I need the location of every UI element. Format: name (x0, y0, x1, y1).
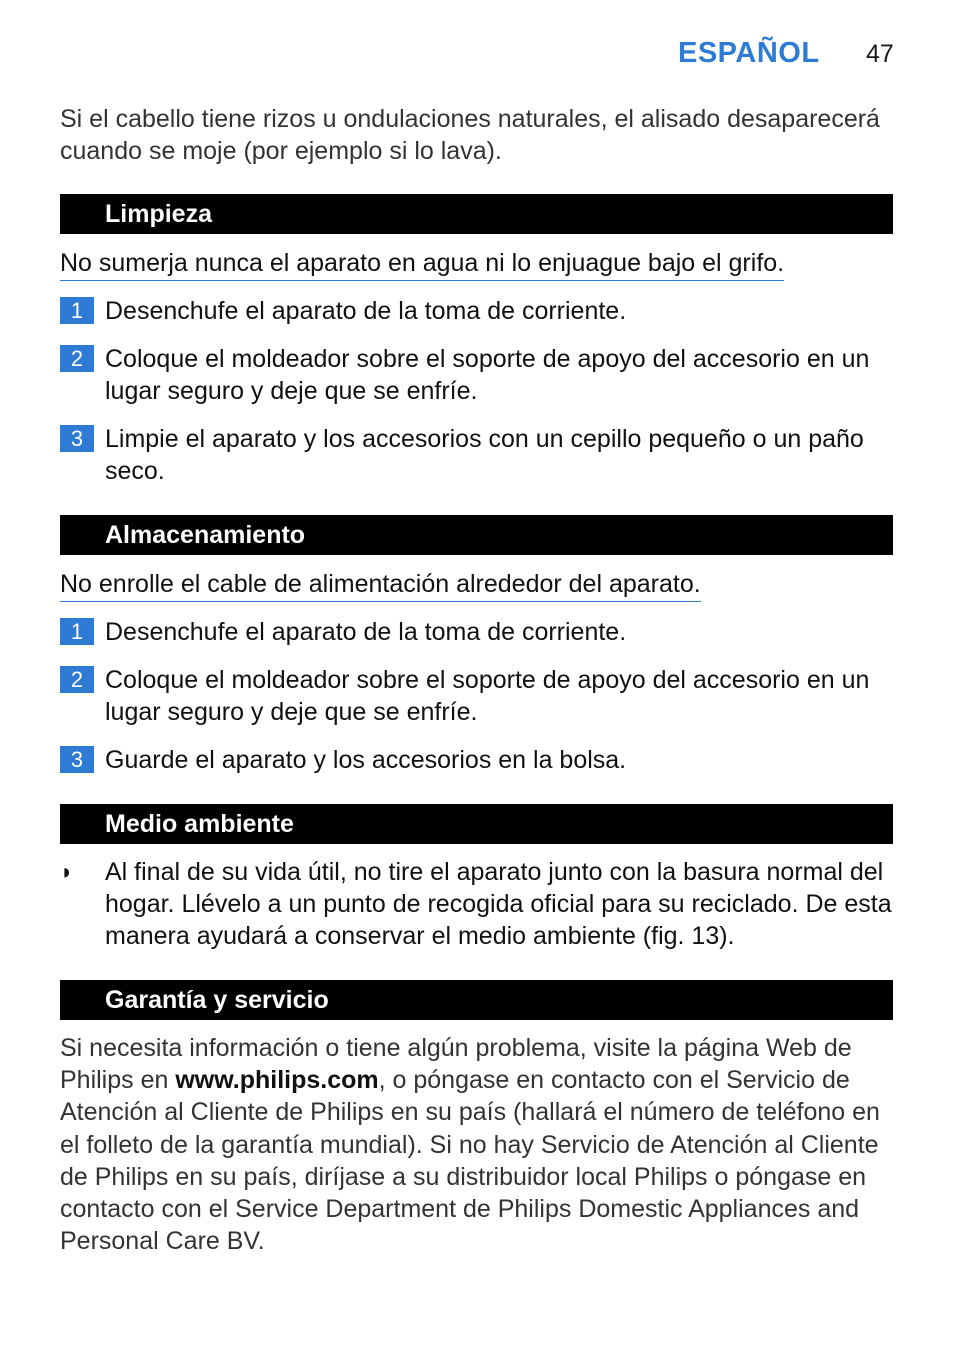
step-text: Desenchufe el aparato de la toma de corriente. (105, 297, 627, 325)
section-bar-environment (60, 804, 893, 844)
section-title-storage: Almacenamiento (105, 521, 306, 549)
bullet-icon: ◗ (60, 859, 74, 884)
step-number: 1 (60, 297, 94, 324)
step-number: 2 (60, 345, 94, 372)
warranty-paragraph (60, 1032, 880, 1257)
step-text: Desenchufe el aparato de la toma de corriente. (105, 618, 627, 646)
step-number: 1 (60, 618, 94, 645)
step-text: Limpie el aparato y los accesorios con un cepillo pequeño o un paño seco. (105, 425, 864, 485)
step-text: Guarde el aparato y los accesorios en la bolsa. (105, 746, 627, 774)
step-number: 2 (60, 666, 94, 693)
warranty-text-start: Si necesita información o tiene algún problema, visite la página Web de Philips en (60, 1034, 852, 1095)
section-title-environment: Medio ambiente (105, 810, 294, 838)
storage-warning: No enrolle el cable de alimentación alrededor del aparato. (60, 568, 701, 602)
section-title-warranty: Garantía y servicio (105, 986, 329, 1014)
section-bar-cleaning (60, 194, 893, 234)
intro-paragraph: Si el cabello tiene rizos u ondulaciones naturales, el alisado desaparecerá cuando se moje (por ejemplo si lo lava). (60, 105, 880, 165)
section-title-cleaning: Limpieza (105, 200, 212, 228)
philips-website-link[interactable]: www.philips.com (175, 1066, 379, 1095)
step-number: 3 (60, 425, 94, 452)
section-bar-storage (60, 515, 893, 555)
page-number: 47 (866, 40, 894, 68)
step-number: 3 (60, 746, 94, 773)
section-bar-warranty (60, 980, 893, 1020)
step-text: Coloque el moldeador sobre el soporte de apoyo del accesorio en un lugar seguro y deje que se enfríe. (105, 345, 870, 405)
warranty-text-end: , o póngase en contacto con el Servicio de Atención al Cliente de Philips en su país (hallará el número de teléfono en el folleto de la garantía mundial). Si no hay Servicio de Atención al Cliente de Philips en su país, diríjase a su distribuidor local Philips o póngase en contacto con el Service Department de Philips Domestic Appliances and Personal Care BV. (60, 1066, 880, 1256)
step-text: Coloque el moldeador sobre el soporte de apoyo del accesorio en un lugar seguro y deje que se enfríe. (105, 666, 870, 726)
cleaning-warning: No sumerja nunca el aparato en agua ni lo enjuague bajo el grifo. (60, 247, 784, 281)
language-header: ESPAÑOL (678, 37, 820, 69)
environment-text: Al final de su vida útil, no tire el aparato junto con la basura normal del hogar. Llévelo a un punto de recogida oficial para su reciclado. De esta manera ayudará a conservar el medio ambiente (fig. 13). (105, 858, 892, 950)
